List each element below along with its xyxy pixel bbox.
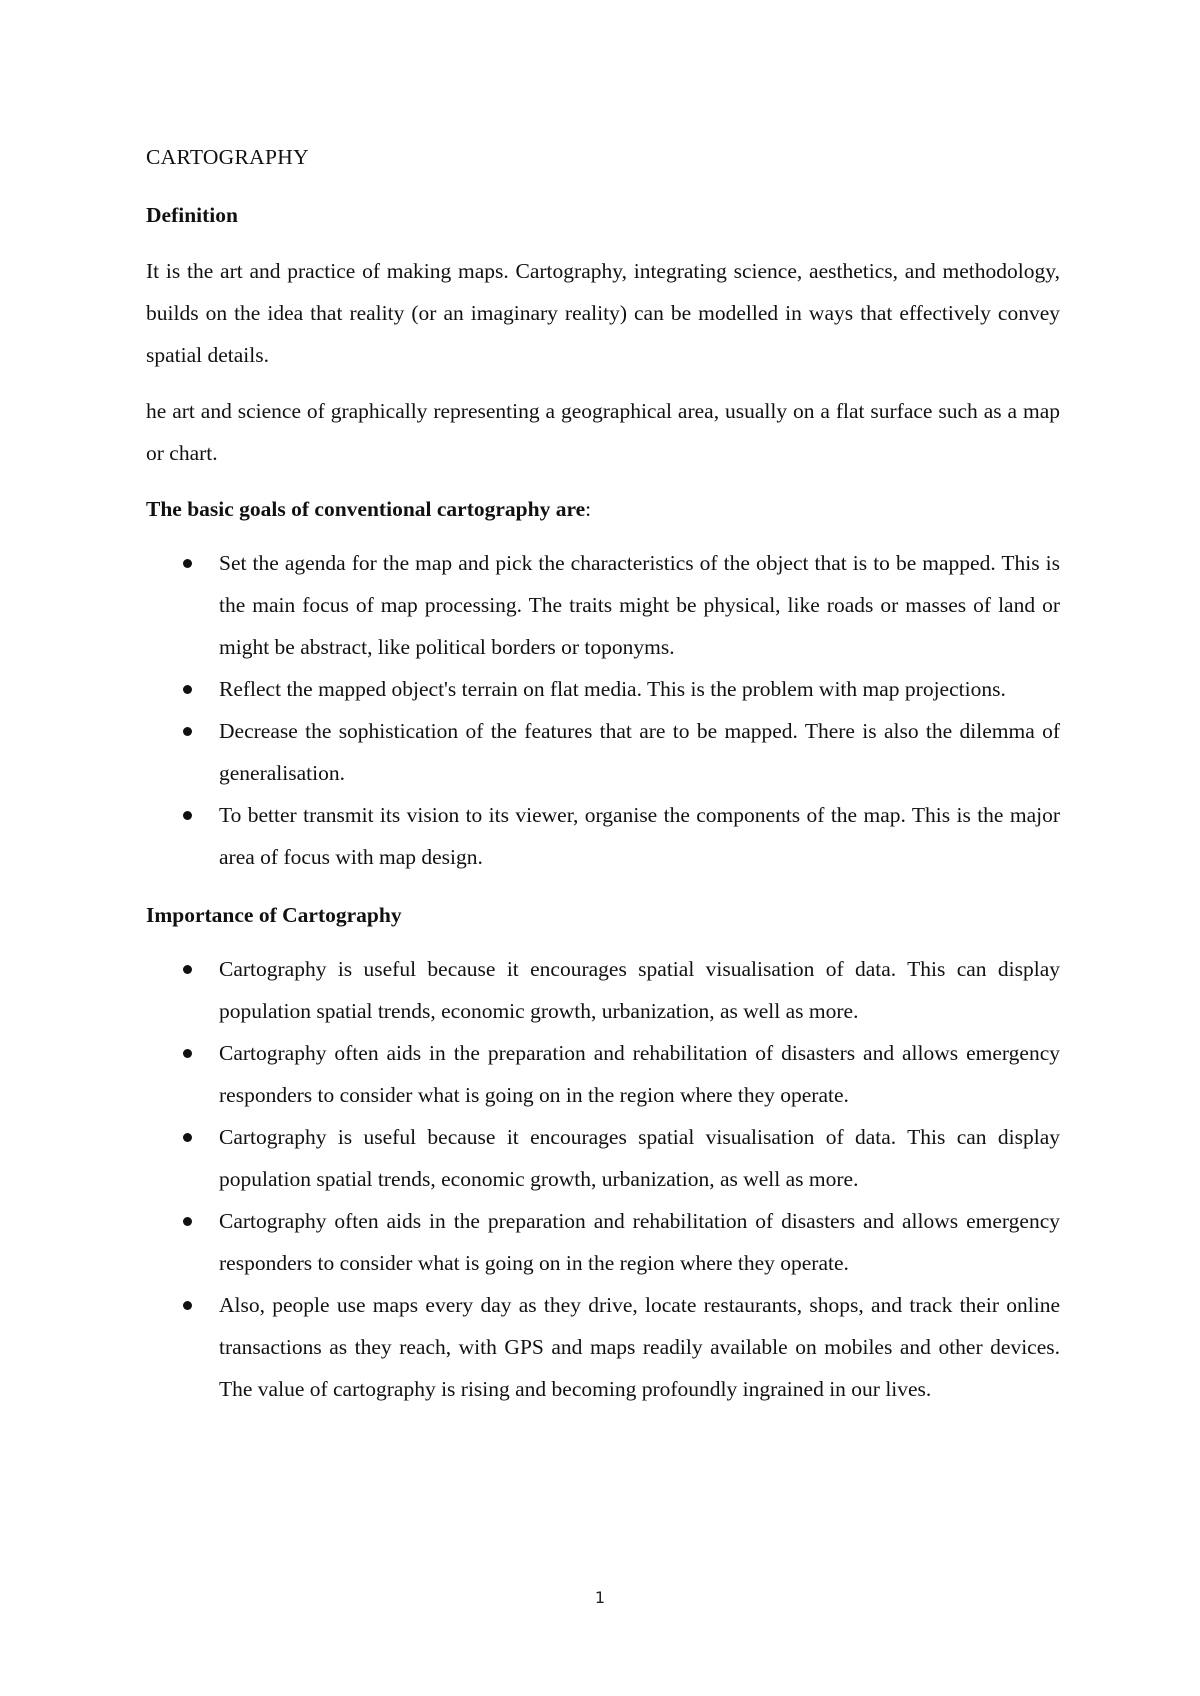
bullet-dot-icon [183, 1049, 192, 1058]
importance-heading: Importance of Cartography [146, 903, 402, 927]
definition-paragraph: It is the art and practice of making maps. Cartography, integrating science, aesthetics, and methodology, builds on the idea that reality (or an imaginary reality) can be modelled in ways that effectively convey spatial details. [146, 259, 1060, 367]
goals-list-item [146, 794, 1060, 878]
importance-list-item-text: Cartography often aids in the preparation and rehabilitation of disasters and allows emergency responders to consider what is going on in the region where they operate. [219, 1209, 1060, 1275]
bullet-dot-icon [183, 727, 192, 736]
goals-list [146, 542, 1060, 878]
document-body [146, 136, 1060, 1410]
definition-paragraph: he art and science of graphically representing a geographical area, usually on a flat surface such as a map or chart. [146, 399, 1060, 465]
importance-list-item [146, 1116, 1060, 1200]
definition-heading: Definition [146, 203, 238, 227]
importance-list-item-text: Cartography often aids in the preparation and rehabilitation of disasters and allows emergency responders to consider what is going on in the region where they operate. [219, 1041, 1060, 1107]
importance-list-item [146, 1284, 1060, 1410]
goals-list-item-text: Decrease the sophistication of the features that are to be mapped. There is also the dilemma of generalisation. [219, 719, 1060, 785]
importance-list-item-text: Also, people use maps every day as they drive, locate restaurants, shops, and track their online transactions as they reach, with GPS and maps readily available on mobiles and other devices. The value of cartography is rising and becoming profoundly ingrained in our lives. [219, 1293, 1060, 1401]
document-title: CARTOGRAPHY [146, 145, 309, 169]
goals-list-item-text: To better transmit its vision to its viewer, organise the components of the map. This is the major area of focus with map design. [219, 803, 1060, 869]
goals-list-item-text: Reflect the mapped object's terrain on flat media. This is the problem with map projections. [219, 677, 1006, 701]
goals-list-item [146, 710, 1060, 794]
goals-list-item [146, 668, 1060, 710]
goals-list-item [146, 542, 1060, 668]
importance-list-item [146, 1032, 1060, 1116]
bullet-dot-icon [183, 1133, 192, 1142]
bullet-dot-icon [183, 811, 192, 820]
importance-list-item-text: Cartography is useful because it encourages spatial visualisation of data. This can display population spatial trends, economic growth, urbanization, as well as more. [219, 957, 1060, 1023]
bullet-dot-icon [183, 1301, 192, 1310]
importance-list-item-text: Cartography is useful because it encourages spatial visualisation of data. This can display population spatial trends, economic growth, urbanization, as well as more. [219, 1125, 1060, 1191]
bullet-dot-icon [183, 1217, 192, 1226]
goals-heading [146, 488, 1060, 530]
importance-list-item [146, 948, 1060, 1032]
importance-list [146, 948, 1060, 1410]
goals-heading-colon: : [585, 497, 592, 521]
bullet-dot-icon [183, 559, 192, 568]
page-number: 1 [594, 1588, 606, 1607]
goals-list-item-text: Set the agenda for the map and pick the characteristics of the object that is to be mapped. This is the main focus of map processing. The traits might be physical, like roads or masses of land or might be abstract, like political borders or toponyms. [219, 551, 1060, 659]
importance-list-item [146, 1200, 1060, 1284]
goals-heading-text: The basic goals of conventional cartography are [146, 497, 586, 521]
bullet-dot-icon [183, 965, 192, 974]
bullet-dot-icon [183, 685, 192, 694]
